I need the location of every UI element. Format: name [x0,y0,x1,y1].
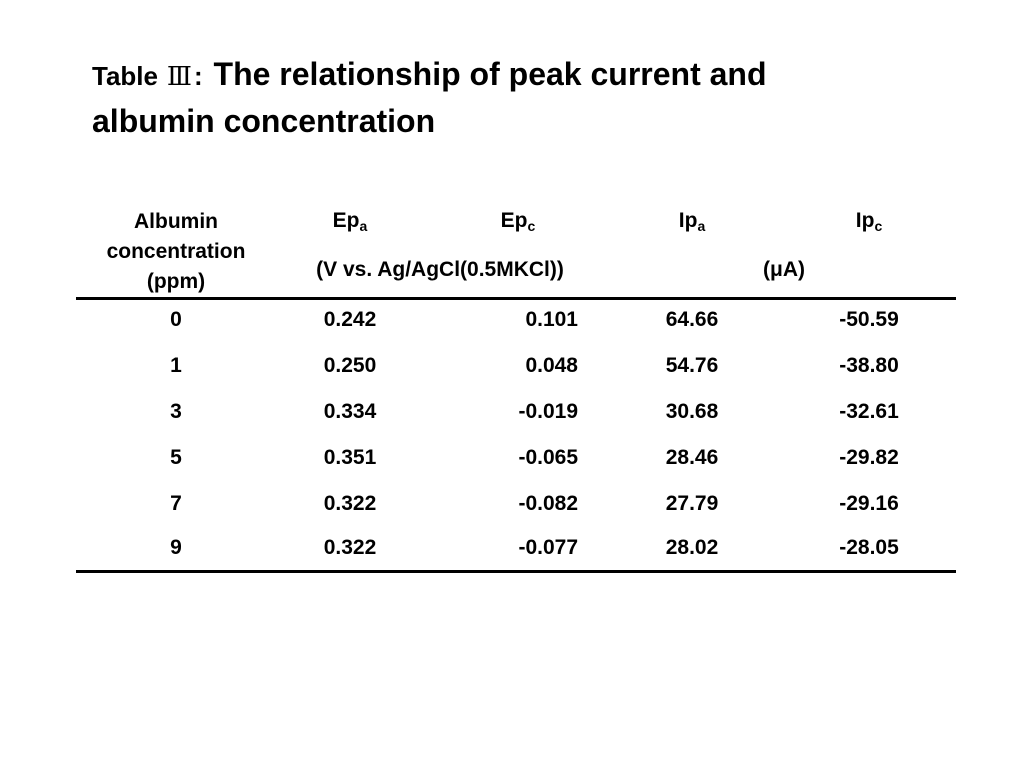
header-epc-sub: c [527,218,536,234]
table-row [76,445,956,491]
current-unit: (μA) [763,258,805,281]
table-row [76,535,956,581]
header-epa-sub: a [359,218,368,234]
cell-ipc: -29.82 [839,446,899,469]
header-albumin-line2: concentration [106,240,246,263]
cell-epc: -0.082 [518,492,578,515]
table-row [76,399,956,445]
cell-ipc: -50.59 [839,308,899,331]
cell-conc: 9 [170,536,182,559]
cell-epa: 0.250 [323,354,377,377]
cell-epa: 0.351 [323,446,377,469]
table-title [92,52,952,143]
table-row [76,491,956,537]
cell-ipa: 54.76 [665,354,719,377]
title-line-1: The relationship of peak current and [213,56,767,92]
cell-epa: 0.322 [323,492,377,515]
cell-epc: 0.048 [525,354,578,377]
cell-conc: 3 [170,400,182,423]
header-albumin-concentration [86,207,266,297]
header-albumin-line1: Albumin [134,210,218,233]
cell-ipa: 64.66 [665,308,719,331]
header-rule [76,297,956,300]
cell-ipc: -38.80 [839,354,899,377]
header-ipc-sub: c [874,218,883,234]
cell-epa: 0.242 [323,308,377,331]
cell-ipa: 28.02 [665,536,719,559]
table-row [76,307,956,353]
cell-conc: 0 [170,308,182,331]
header-ipa-sub: a [697,218,706,234]
header-epa-base: Ep [332,209,360,232]
cell-ipa: 30.68 [665,400,719,423]
title-prefix: Table [92,61,158,91]
bottom-rule [76,570,956,573]
cell-conc: 1 [170,354,182,377]
cell-epc: -0.077 [518,536,578,559]
cell-ipc: -28.05 [839,536,899,559]
header-epa [290,208,410,234]
cell-epa: 0.322 [323,536,377,559]
cell-ipc: -29.16 [839,492,899,515]
cell-epa: 0.334 [323,400,377,423]
cell-epc: -0.019 [518,400,578,423]
cell-conc: 7 [170,492,182,515]
header-ipa [632,208,752,234]
cell-epc: 0.101 [525,308,578,331]
header-epc [458,208,578,234]
table-row [76,353,956,399]
cell-ipc: -32.61 [839,400,899,423]
potential-unit: (V vs. Ag/AgCl(0.5MKCl)) [316,258,564,281]
cell-ipa: 28.46 [665,446,719,469]
title-colon: : [193,61,203,91]
title-line-2: albumin concentration [92,103,436,139]
header-ipa-base: Ip [678,209,698,232]
header-ipc [804,208,934,234]
header-epc-base: Ep [500,209,528,232]
header-ipc-base: Ip [855,209,875,232]
header-albumin-line3: (ppm) [146,270,206,293]
cell-ipa: 27.79 [665,492,719,515]
title-numeral: Ⅲ [166,62,192,92]
cell-epc: -0.065 [518,446,578,469]
cell-conc: 5 [170,446,182,469]
